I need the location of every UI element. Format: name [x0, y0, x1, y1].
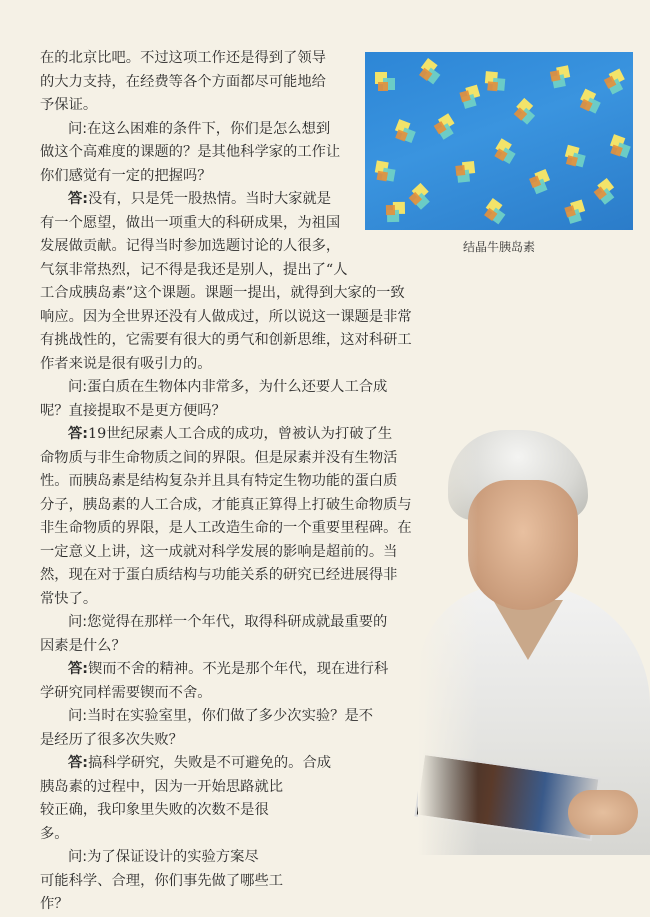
text-content: 发展做贡献。记得当时参加选题讨论的人很多， [40, 238, 341, 254]
text-line [40, 564, 398, 588]
text-line [40, 870, 340, 894]
text-line [40, 94, 355, 118]
text-content: 命物质与非生命物质之间的界限。但是尿素并没有生物活 [40, 449, 398, 466]
text-content: 当时在实验室里，你们做了多少次实验？是不 [87, 708, 374, 724]
text-line [40, 494, 410, 518]
text-line [40, 423, 410, 447]
text-line [40, 306, 410, 330]
text-content: 然，现在对于蛋白质结构与功能关系的研究已经进展得非 [40, 567, 398, 583]
text-line [40, 752, 340, 776]
text-line [40, 71, 355, 95]
text-line [40, 141, 355, 165]
qa-label: 问: [68, 614, 88, 630]
crystal-shape [431, 113, 459, 141]
text-line [40, 400, 410, 424]
crystal-shape [484, 71, 506, 93]
scientist-portrait [418, 410, 650, 855]
crystal-shape [563, 200, 588, 225]
text-content: 作？ [40, 896, 69, 912]
text-line [40, 682, 340, 706]
crystal-shape [548, 65, 571, 88]
text-content: 常快了。 [40, 590, 98, 607]
text-content: 您觉得在那样一个年代，取得科研成就最重要的 [87, 614, 388, 630]
text-line [40, 658, 389, 682]
text-content: 胰岛素的过程中，因为一开始思路就比 [40, 778, 284, 795]
text-content: 因素是什么？ [40, 637, 126, 654]
qa-label: 问: [68, 708, 88, 724]
qa-label: 问: [68, 849, 88, 865]
text-line [40, 447, 410, 471]
text-content: 工合成胰岛素”这个课题。课题一提出，就得到大家的一致 [40, 285, 405, 301]
qa-label: 答: [68, 755, 89, 771]
text-content: 气氛非常热烈，记不得是我还是别人，提出了“人 [40, 261, 348, 278]
text-content: 你们感觉有一定的把握吗？ [40, 167, 212, 184]
crystal-shape [527, 169, 553, 195]
text-line [40, 517, 410, 541]
text-line [40, 282, 410, 306]
text-line [40, 541, 398, 565]
qa-label: 答: [68, 426, 89, 442]
text-line [40, 235, 355, 259]
text-line [40, 893, 340, 917]
text-line [40, 376, 410, 400]
text-content: 较正确，我印象里失败的次数不是很 [40, 802, 269, 818]
text-content: 非生命物质的界限，是人工改造生命的一个重要里程碑。在 [40, 520, 412, 536]
text-line [40, 47, 355, 71]
text-content: 作者来说是很有吸引力的。 [40, 355, 212, 372]
text-content: 为了保证设计的实验方案尽 [87, 849, 259, 865]
text-line [40, 799, 340, 823]
text-line [40, 118, 355, 142]
text-content: 锲而不舍的精神。不光是那个年代，现在进行科 [88, 661, 389, 677]
text-content: 性。而胰岛素是结构复杂并且具有特定生物功能的蛋白质 [40, 473, 398, 489]
text-content: 有一个愿望，做出一项重大的科研成果，为祖国 [40, 214, 341, 231]
crystal-shape [591, 178, 619, 206]
text-content: 的大力支持，在经费等各个方面都尽可能地给 [40, 73, 326, 90]
crystal-shape [416, 58, 444, 86]
text-line [40, 705, 374, 729]
text-line [40, 165, 355, 189]
crystal-shape [406, 183, 434, 211]
text-content: 蛋白质在生物体内非常多，为什么还要人工合成 [87, 379, 388, 395]
interview-text [40, 47, 410, 917]
text-line [40, 823, 340, 847]
text-content: 予保证。 [40, 97, 98, 113]
text-content: 在的北京比吧。不过这项工作还是得到了领导 [40, 50, 326, 66]
crystal-shape [602, 69, 629, 96]
crystal-shape [607, 134, 633, 160]
text-content: 没有，只是凭一股热情。当时大家就是 [88, 191, 332, 207]
text-content: 有挑战性的，它需要有很大的勇气和创新思维，这对科研工 [40, 332, 412, 348]
text-line [40, 329, 410, 353]
text-content: 做这个高难度的课题的？是其他科学家的工作让 [40, 144, 341, 160]
text-content: 在这么困难的条件下，你们是怎么想到 [87, 120, 331, 137]
text-content: 学研究同样需要锲而不舍。 [40, 684, 212, 701]
crystal-shape [454, 161, 476, 183]
text-content: 多。 [40, 825, 69, 842]
crystal-shape [458, 85, 483, 110]
qa-label: 问: [68, 379, 88, 395]
qa-label: 问: [68, 120, 88, 137]
text-line [40, 846, 340, 870]
text-content: 19世纪尿素人工合成的成功，曾被认为打破了生 [88, 426, 393, 442]
text-content: 搞科学研究，失败是不可避免的。合成 [88, 755, 332, 771]
crystal-shape [481, 198, 509, 226]
photo-caption: 结晶牛胰岛素 [462, 240, 535, 254]
text-line [40, 776, 340, 800]
text-line [40, 635, 375, 659]
text-content: 是经历了很多次失败？ [40, 731, 183, 748]
text-line [40, 188, 355, 212]
text-content: 一定意义上讲，这一成就对科学发展的影响是超前的。当 [40, 543, 398, 560]
text-content: 响应。因为全世界还没有人做成过，所以说这一课题是非常 [40, 308, 412, 325]
crystal-shape [577, 89, 604, 116]
text-content: 可能科学、合理，你们事先做了哪些工 [40, 872, 284, 889]
text-line [40, 470, 410, 494]
text-line [40, 353, 410, 377]
text-content: 呢？直接提取不是更方便吗？ [40, 402, 226, 419]
qa-label: 答: [68, 191, 89, 207]
crystal-shape [511, 98, 539, 126]
crystal-shape [491, 138, 518, 165]
text-content: 分子，胰岛素的人工合成，才能真正算得上打破生命物质与 [40, 496, 412, 513]
text-line [40, 212, 355, 236]
text-line [40, 259, 410, 283]
qa-label: 答: [68, 661, 89, 677]
text-line [40, 611, 388, 635]
text-line [40, 729, 340, 753]
crystal-shape [563, 145, 587, 169]
text-line [40, 588, 375, 612]
